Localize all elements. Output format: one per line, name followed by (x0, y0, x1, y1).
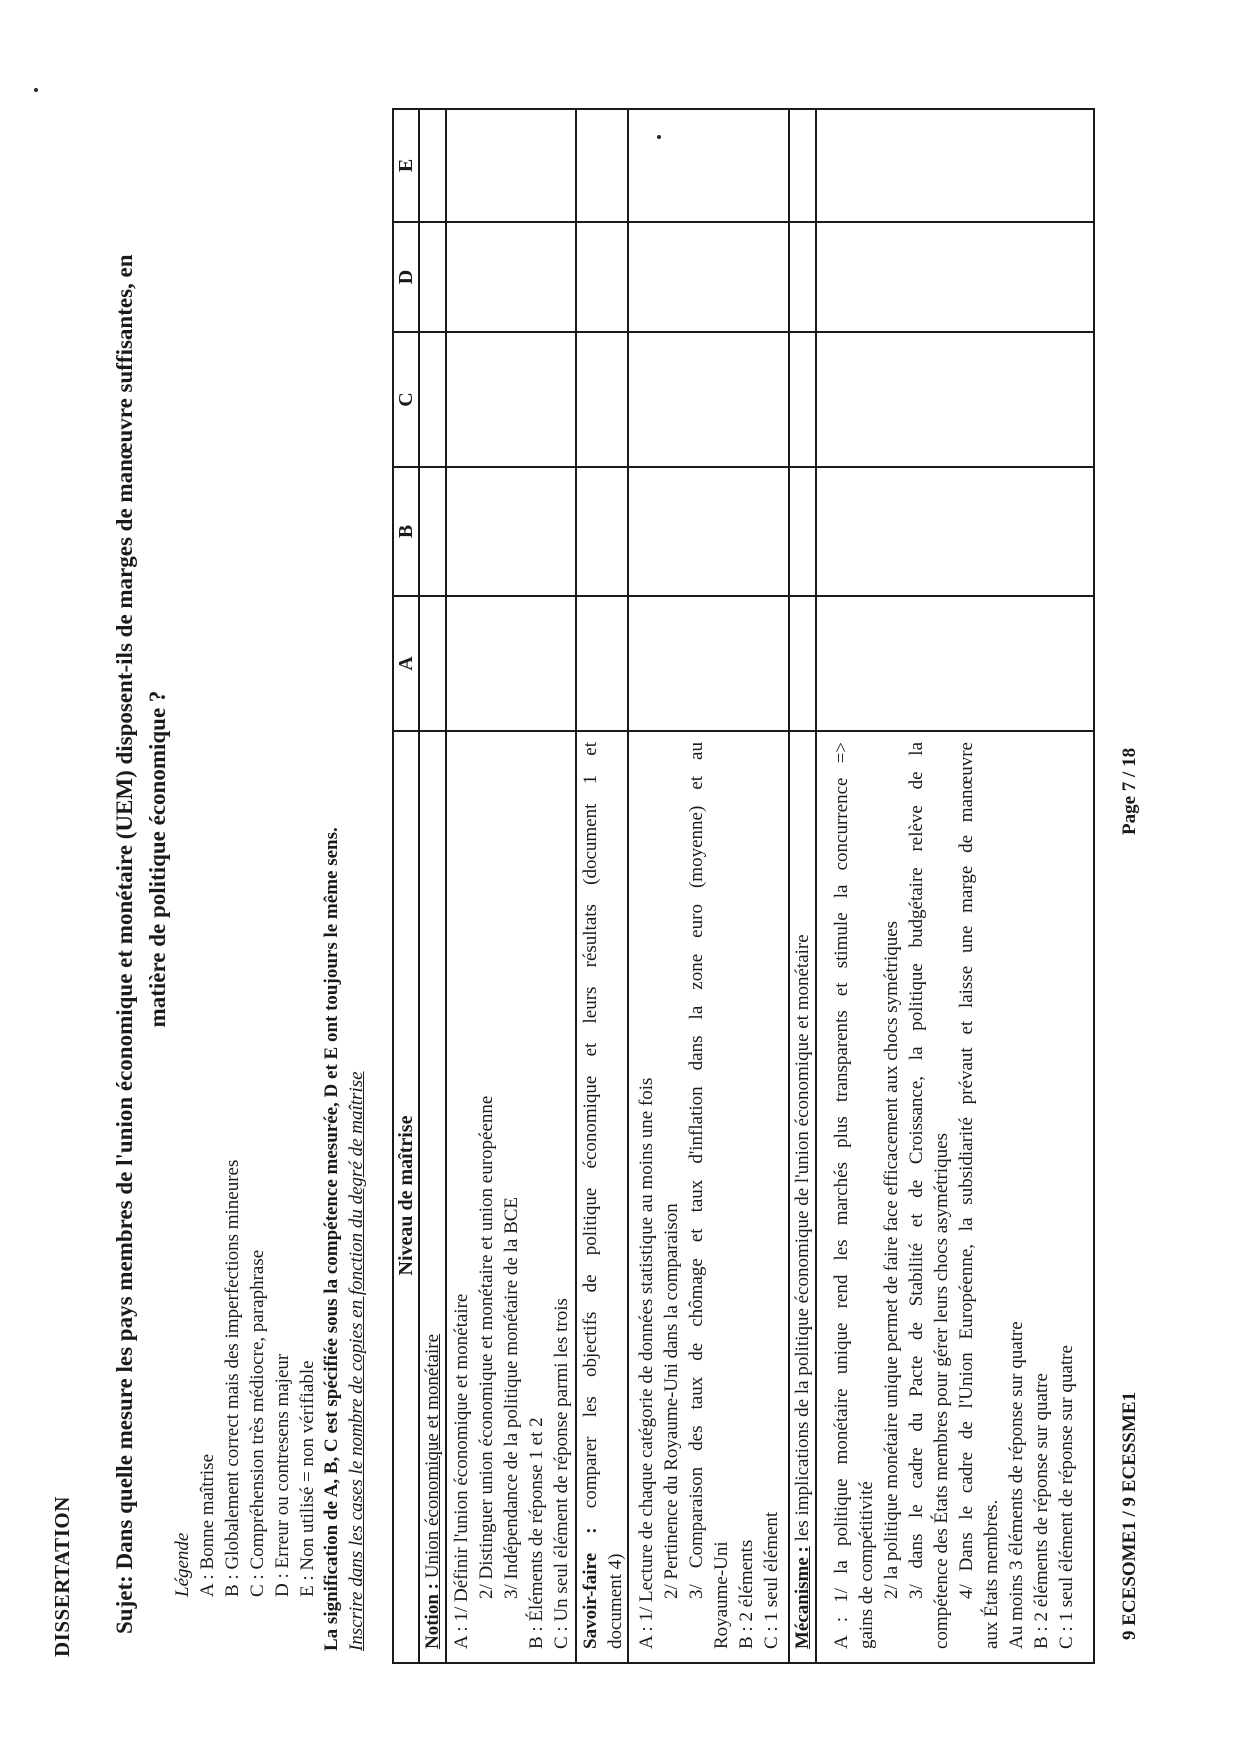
grade-count-cell (790, 468, 815, 597)
grade-count-cell (790, 223, 815, 333)
legend-item-d: D : Erreur ou contresens majeur (272, 1353, 293, 1597)
table-row-notion (418, 110, 445, 1662)
rubric-line: 4/ Dans le cadre de l'Union Européenne, la subsidiarité prévaut et laisse une marge de manœuvre (956, 742, 977, 1599)
rubric-line: B : 2 éléments (736, 1539, 757, 1649)
note-signification: La signification de A, B, C est spécifiée sous la compétence mesurée, D et E ont toujours le même sens. (321, 827, 342, 1651)
column-letter-c: C (394, 333, 418, 468)
table-header-label: Niveau de maîtrise (394, 1115, 417, 1276)
grade-count-cell (790, 110, 815, 223)
rubric-line: C : 1 seul élément de réponse sur quatre (1056, 1345, 1077, 1649)
grading-table (392, 108, 1095, 1664)
grade-count-cell (420, 468, 445, 597)
grade-count-cell (447, 333, 575, 468)
scan-speck (657, 135, 661, 139)
rubric-line-mecanisme: Mécanisme : les implications de la politique économique de l'union économique et monétaire (792, 934, 813, 1649)
rubric-line: 2/ Pertinence du Royaume-Uni dans la comparaison (661, 1203, 682, 1599)
grade-count-cell (817, 597, 1093, 732)
subject-title-line1: Sujet: Dans quelle mesure les pays membres de l'union économique et monétaire (UEM) disposent-ils de marges de manœuvre suffisantes, en (112, 254, 137, 1634)
legend-title: Légende (172, 1532, 193, 1597)
table-row-savoir-criteria (627, 110, 788, 1662)
grade-count-cell (790, 597, 815, 732)
grade-count-cell (447, 468, 575, 597)
footer-page-number: Page 7 / 18 (1119, 747, 1140, 835)
grade-count-cell (629, 597, 788, 732)
rubric-line: compétence des États membres pour gérer leurs chocs asymétriques (931, 1133, 952, 1649)
grade-count-cell (577, 333, 627, 468)
rubric-line: Royaume-Uni (711, 1541, 732, 1649)
grade-count-cell (817, 333, 1093, 468)
rubric-line: C : Un seul élément de réponse parmi les trois (551, 1298, 572, 1649)
grade-count-cell (577, 223, 627, 333)
grade-count-cell (629, 468, 788, 597)
legend-item-c: C : Compréhension très médiocre, paraphrase (247, 1249, 268, 1597)
grade-count-cell (817, 223, 1093, 333)
grade-count-cell (629, 110, 788, 223)
grade-count-cell (447, 223, 575, 333)
rubric-line: C : 1 seul élément (761, 1511, 782, 1649)
rubric-line: A : 1/ la politique monétaire unique rend les marchés plus transparents et stimule la concurrence => (831, 742, 852, 1649)
mecanisme-criteria-cell (817, 732, 1093, 1662)
column-letter-d: D (394, 223, 418, 333)
savoir-faire-title-cell (577, 732, 627, 1662)
rubric-line: 2/ Distinguer union économique et monétaire et union européenne (476, 1095, 497, 1599)
notion-title-cell (420, 732, 445, 1662)
table-row-savoir-faire (575, 110, 627, 1662)
footer-doc-code: 9 ECESOME1 / 9 ECESSME1 (1119, 1391, 1140, 1640)
rubric-line: 3/ dans le cadre du Pacte de Stabilité et de Croissance, la politique budgétaire relève de la (906, 742, 927, 1599)
rubric-line: 3/ Indépendance de la politique monétaire de la BCE (501, 1196, 522, 1599)
rubric-line: 3/ Comparaison des taux de chômage et taux d'inflation dans la zone euro (moyenne) et au (686, 742, 707, 1599)
grade-count-cell (420, 110, 445, 223)
grade-count-cell (420, 597, 445, 732)
grade-count-cell (447, 597, 575, 732)
grade-count-cell (790, 333, 815, 468)
notes-block (319, 827, 369, 1651)
column-letter-a: A (394, 597, 418, 732)
rubric-line: document 4) (605, 1553, 626, 1649)
grade-count-cell (629, 223, 788, 333)
subject-title-line2: matière de politique économique ? (145, 690, 170, 1028)
grade-count-cell (420, 333, 445, 468)
mecanisme-title-cell (790, 732, 815, 1662)
rubric-line: Au moins 3 éléments de réponse sur quatre (1006, 1321, 1027, 1649)
rubric-line-savoir-faire: Savoir-faire : comparer les objectifs de politique économique et leurs résultats (document 1 et (580, 742, 601, 1649)
savoir-criteria-cell (629, 732, 788, 1662)
table-row-notion-criteria (445, 110, 575, 1662)
table-row-mecanisme (788, 110, 815, 1662)
grade-count-cell (577, 110, 627, 223)
grade-count-cell (420, 223, 445, 333)
grade-count-cell (629, 333, 788, 468)
note-instruction: Inscrire dans les cases le nombre de copies en fonction du degré de maîtrise (346, 1071, 367, 1651)
legend-item-e: E : Non utilisé = non vérifiable (297, 1360, 318, 1597)
legend-item-b: B : Globalement correct mais des imperfections mineures (222, 1159, 243, 1597)
legend-item-a: A : Bonne maîtrise (197, 1453, 218, 1597)
scan-speck (34, 88, 38, 92)
rubric-line: aux États membres. (981, 1499, 1002, 1649)
grade-count-cell (577, 468, 627, 597)
table-row-mecanisme-criteria (815, 110, 1093, 1662)
grade-count-cell (577, 597, 627, 732)
rubric-line: 2/ la politique monétaire unique permet de faire face efficacement aux chocs symétriques (881, 920, 902, 1599)
rubric-line: gains de compétitivité (856, 1481, 877, 1649)
grade-count-cell (817, 468, 1093, 597)
table-header-cell (394, 732, 418, 1662)
notion-criteria-cell (447, 732, 575, 1662)
column-letter-b: B (394, 468, 418, 597)
legend-block (170, 1160, 320, 1597)
rubric-line: A : 1/ Lecture de chaque catégorie de données statistique au moins une fois (636, 1077, 657, 1649)
rubric-line-notion: Notion : Union économique et monétaire (422, 1333, 443, 1649)
rubric-line: A : 1/ Définir l'union économique et monétaire (451, 1293, 472, 1649)
rubric-line: B : 2 éléments de réponse sur quatre (1031, 1373, 1052, 1649)
grade-count-cell (817, 110, 1093, 223)
page-heading: DISSERTATION (50, 1496, 74, 1657)
table-header-row (394, 110, 418, 1662)
column-letter-e: E (394, 110, 418, 223)
rubric-line: B : Éléments de réponse 1 et 2 (526, 1417, 547, 1649)
subject-title (108, 84, 174, 1634)
grade-count-cell (447, 110, 575, 223)
